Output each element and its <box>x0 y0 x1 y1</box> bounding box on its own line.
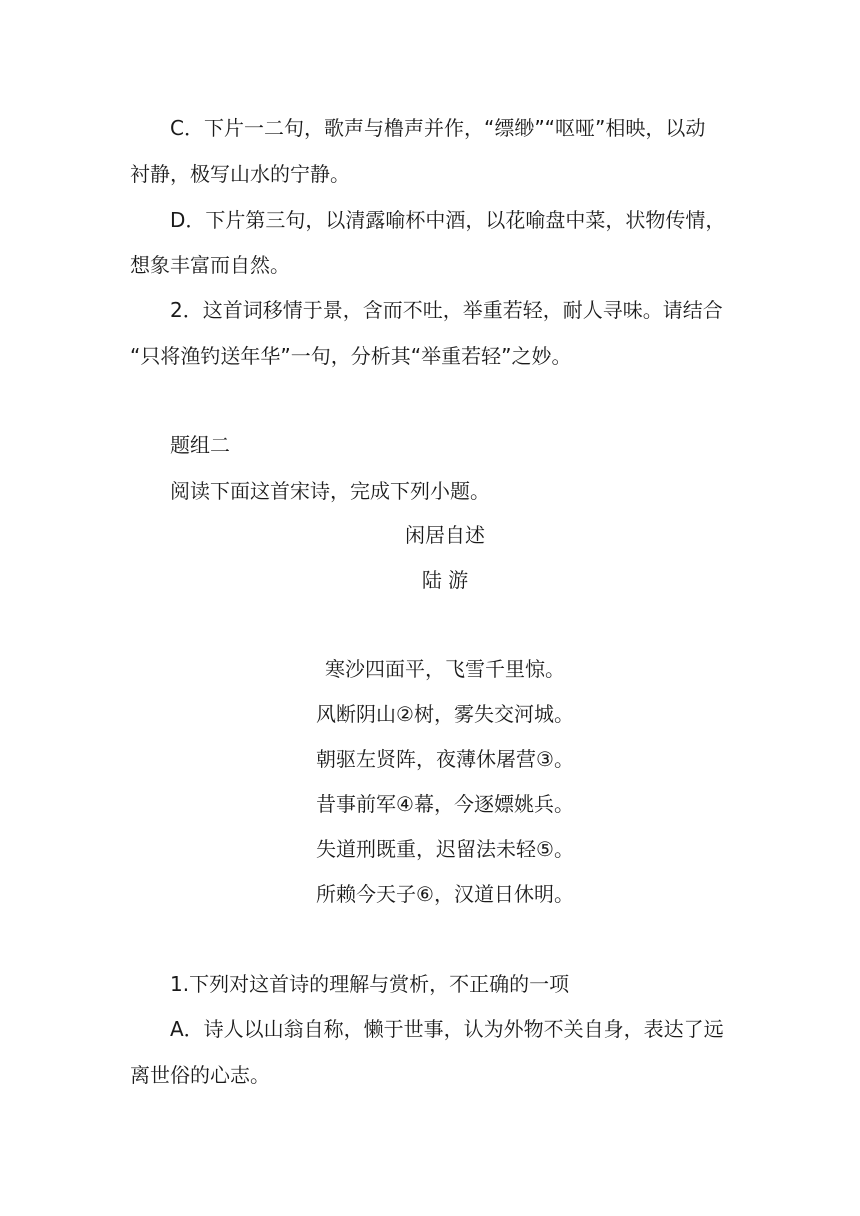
reading-instruction: 阅读下面这首宋诗，完成下列小题。 <box>170 479 490 503</box>
poem-line: 失道刑既重，迟留法未轻⑤。 <box>316 837 574 861</box>
option-d-line1: D．下片第三句，以清露喻杯中酒，以花喻盘中菜，状物传情， <box>170 208 726 232</box>
question2-line1: 2．这首词移情于景，含而不吐，举重若轻，耐人寻味。请结合 <box>170 298 723 322</box>
poem-title: 闲居自述 <box>405 523 485 547</box>
option-c-line2: 衬静，极写山水的宁静。 <box>130 162 350 186</box>
poem-line: 所赖今天子⑥，汉道日休明。 <box>316 882 574 906</box>
poem-line: 朝驱左贤阵，夜薄休屠营③。 <box>316 747 574 771</box>
question2-line2: “只将渔钓送年华”一句，分析其“举重若轻”之妙。 <box>130 344 572 368</box>
question1-stem: 1.下列对这首诗的理解与赏析，不正确的一项 <box>170 972 570 996</box>
poem-line: 昔事前军④幕，今逐嫖姚兵。 <box>316 792 574 816</box>
poem-line: 寒沙四面平，飞雪千里惊。 <box>325 657 565 681</box>
poem-line: 风断阴山②树，雾失交河城。 <box>316 702 574 726</box>
group-heading: 题组二 <box>170 433 230 457</box>
option-a-line2: 离世俗的心志。 <box>130 1063 270 1087</box>
option-c-line1: C．下片一二句，歌声与橹声并作，“缥缈”“呕哑”相映，以动 <box>170 116 706 140</box>
option-a-line1: A．诗人以山翁自称，懒于世事，认为外物不关自身，表达了远 <box>170 1017 724 1041</box>
poem-author: 陆 游 <box>421 568 469 592</box>
option-d-line2: 想象丰富而自然。 <box>130 253 290 277</box>
